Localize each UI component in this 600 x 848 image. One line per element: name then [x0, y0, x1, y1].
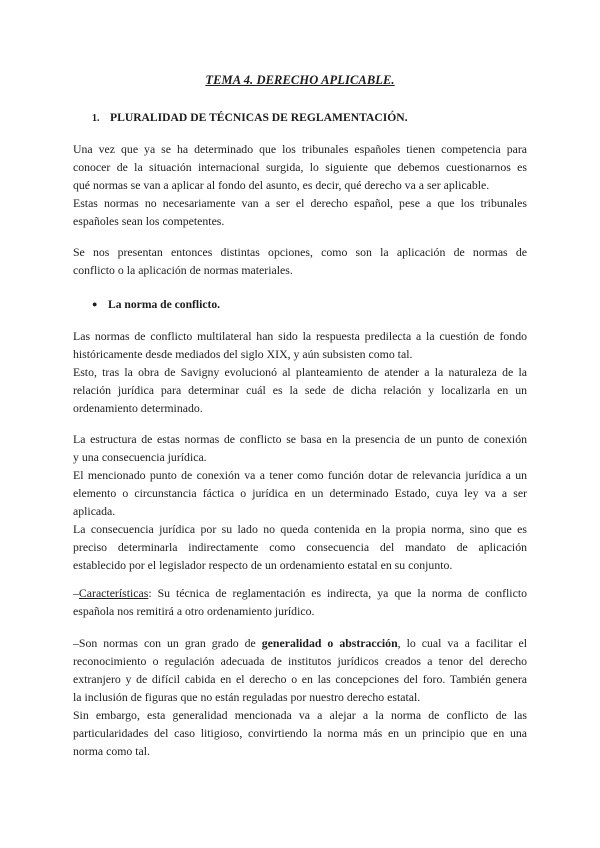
text-line: reconocimiento o regulación adecuada de institutos jurídicos creados a tenor del derecho: [73, 654, 527, 668]
text-line: la inclusión de figuras que no están reguladas por nuestro derecho estatal.: [73, 690, 421, 704]
text-line: Esto, tras la obra de Savigny evolucionó al planteamiento de atender a la naturaleza de la: [73, 365, 527, 379]
generality-start: Son normas con un gran grado de: [78, 636, 262, 650]
text-line: preciso determinarla indirectamente como consecuencia del mandato de aplicación: [73, 540, 527, 554]
text-line: [73, 634, 527, 652]
characteristics-label: Características: [78, 586, 149, 600]
section-number: 1.: [92, 113, 100, 124]
section-heading: [92, 111, 408, 124]
text-line: conflicto o la aplicación de normas materiales.: [73, 263, 293, 277]
bullet-icon: ●: [92, 299, 98, 309]
text-line: extranjero y de difícil cabida en el derecho o en las concepciones del foro. También genera: [73, 672, 527, 686]
generality-paragraph: [73, 634, 527, 760]
text-line: española nos remitirá a otro ordenamiento jurídico.: [73, 604, 315, 618]
text-line: Estas normas no necesariamente van a ser el derecho español, pese a que los tribunales: [73, 196, 527, 210]
text-line: Se nos presentan entonces distintas opciones, como son la aplicación de normas de: [73, 245, 527, 259]
text-line: [73, 584, 527, 602]
text-line: ordenamiento determinado.: [73, 401, 203, 415]
bullet-heading: [92, 298, 220, 311]
text-line: relación jurídica para determinar cuál es la sede de dicha relación y localizarla en un: [73, 383, 527, 397]
text-line: establecido por el legislador respecto de un ordenamiento estatal en su conjunto.: [73, 558, 453, 572]
dash-prefix: –: [73, 636, 79, 650]
text-line: qué normas se van a aplicar al fondo del asunto, es decir, qué derecho va a ser aplicable.: [73, 178, 490, 192]
generality-bold: generalidad o abstracción: [261, 636, 398, 650]
text-line: La estructura de estas normas de conflicto se basa en la presencia de un punto de conexión: [73, 432, 527, 446]
dash-prefix: –: [73, 586, 79, 600]
bullet-label: La norma de conflicto.: [108, 298, 221, 311]
page-title: TEMA 4. DERECHO APLICABLE.: [205, 73, 395, 87]
text-line: norma como tal.: [73, 744, 150, 758]
text-line: El mencionado punto de conexión va a tener como función dotar de relevancia jurídica a un: [73, 468, 527, 482]
characteristics-paragraph: [73, 584, 527, 620]
conflict-paragraph-1: [73, 327, 527, 417]
characteristics-text: : Su técnica de reglamentación es indirecta, ya que la norma de conflicto: [148, 586, 527, 600]
text-line: La consecuencia jurídica por su lado no queda contenida en la propia norma, sino que es: [73, 522, 527, 536]
text-line: Sin embargo, esta generalidad mencionada va a alejar a la norma de conflicto de las: [73, 708, 527, 722]
intro-paragraph-1: [73, 140, 527, 230]
conflict-paragraph-2: [73, 430, 527, 574]
generality-end: , lo cual va a facilitar el: [397, 636, 527, 650]
text-line: españoles sean los competentes.: [73, 214, 225, 228]
text-line: Las normas de conflicto multilateral han sido la respuesta predilecta a la cuestión de fondo: [73, 329, 527, 343]
text-line: particularidades del caso litigioso, convirtiendo la norma más en un principio que en una: [73, 726, 527, 740]
text-line: aplicada.: [73, 504, 116, 518]
text-line: elemento o circunstancia fáctica o jurídica en un determinado Estado, cuya ley va a ser: [73, 486, 527, 500]
section-heading-text: PLURALIDAD DE TÉCNICAS DE REGLAMENTACIÓN.: [110, 111, 408, 124]
intro-paragraph-2: [73, 243, 527, 279]
text-line: Una vez que ya se ha determinado que los tribunales españoles tienen competencia para: [73, 142, 527, 156]
text-line: históricamente desde mediados del siglo XIX, y aún subsisten como tal.: [73, 347, 413, 361]
text-line: conocer de la situación internacional surgida, lo siguiente que debemos cuestionarnos es: [73, 160, 527, 174]
text-line: y una consecuencia jurídica.: [73, 450, 207, 464]
